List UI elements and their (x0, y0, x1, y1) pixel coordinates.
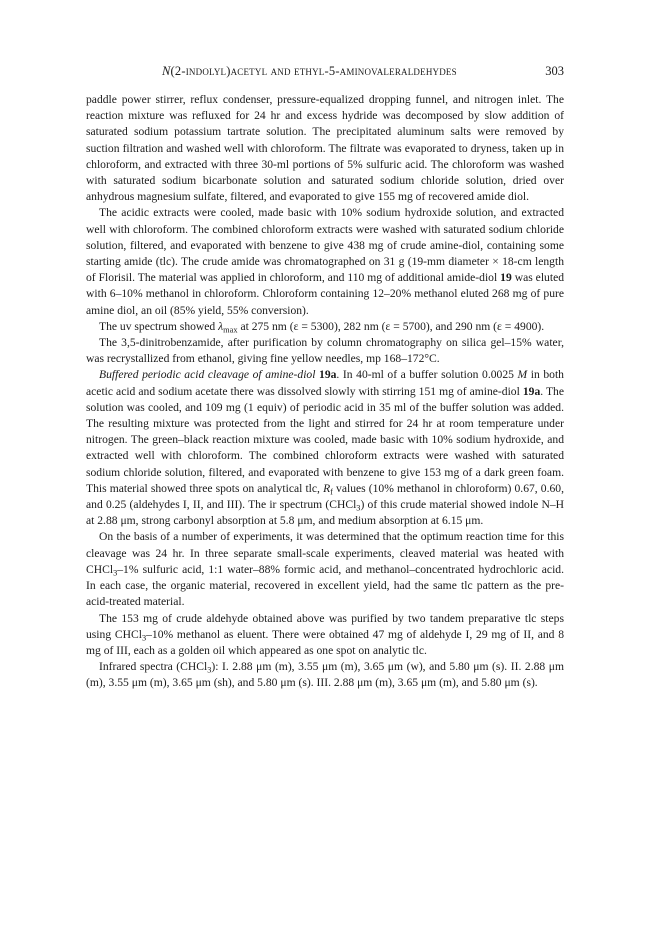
paragraph-7 (86, 611, 564, 660)
chcl3-subscript: 3 (141, 633, 147, 643)
section-heading-italic: Buffered periodic acid cleavage of amine-diol (99, 368, 320, 382)
paragraph-3 (86, 319, 564, 335)
page-number: 303 (545, 64, 564, 78)
paragraph-2-text-a: The acidic extracts were cooled, made basic with 10% sodium hydroxide solution, and extracted well with chloroform. The combined chloroform extracts were washed with saturated sodium chloride solution, filtered, and evaporated with benzene to give 438 mg of crude amine-diol, containing some starting amide (tlc). The crude amide was chromatographed on 31 g (19-mm diameter × 18-cm length of Florisil. The material was applied in chloroform, and 110 mg of additional amide-diol (86, 206, 564, 285)
paragraph-8-text-b: ): I. 2.88 μm (m), 3.55 μm (m), 3.65 μm (w), and 5.80 μm (s). II. 2.88 μm (m), 3.55 μm (m), 3.65 μm (sh), and 5.80 μm (s). III. 2.88 μm (m), 3.65 μm (m), and 5.80 μm (s). (86, 660, 564, 690)
paragraph-5-text-d: values (10% methanol in chloroform) 0.67, 0.60, and 0.25 (aldehydes I, II, and III). The ir spectrum (CHCl (86, 481, 564, 512)
paragraph-6-text-a: On the basis of a number of experiments, it was determined that the optimum reaction time for this cleavage was 24 hr. In three separate small-scale experiments, cleaved material was heated with CHCl (86, 530, 564, 576)
paragraph-7-text-b: –10% methanol as eluent. There were obtained 47 mg of aldehyde I, 29 mg of II, and 8 mg of III, each as a golden oil which appeared as one spot on analytic tlc. (86, 627, 564, 657)
paragraph-5-text-c: . The solution was cooled, and 109 mg (1 equiv) of periodic acid in 35 ml of the buffer solution was added. The resulting mixture was protected from the light and stirred for 24 hr at room temperature under nitrogen. The green–black reaction mixture was cooled, made basic with 10% sodium hydroxide, and extracted well with chloroform. The combined chloroform extracts were washed with saturated sodium chloride solution, filtered, and evaporated with benzene to give 153 mg of a dark green foam. This material showed three spots on analytical tlc, (86, 384, 564, 495)
paragraph-8-text-a: Infrared spectra (CHCl (99, 660, 208, 674)
rf-symbol: R (323, 481, 331, 495)
paragraph-4: The 3,5-dinitrobenzamide, after purification by column chromatography on silica gel–15% water, was recrystallized from ethanol, giving fine yellow needles, mp 168–172°C. (86, 336, 564, 366)
lambda-symbol: λ (218, 319, 224, 333)
running-title-prefix: N (162, 64, 171, 78)
paragraph-6-text-b: –1% sulfuric acid, 1:1 water–88% formic acid, and methanol–concentrated hydrochloric acid. In each case, the organic material, recovered in excellent yield, had the same tlc pattern as the pre-acid-treated material. (86, 562, 564, 609)
compound-19: 19 (500, 271, 512, 285)
paragraph-5-text-a: . In 40-ml of a buffer solution 0.0025 (336, 368, 518, 382)
paragraph-3-text-a: The uv spectrum showed (99, 319, 219, 333)
paragraph-5 (86, 367, 564, 529)
rf-subscript: f (330, 487, 333, 497)
running-header (86, 64, 564, 84)
paragraph-3-text-b: at 275 nm (ε = 5300), 282 nm (ε = 5700), and 290 nm (ε = 4900). (237, 319, 545, 333)
paragraph-7-text-a: The 153 mg of crude aldehyde obtained above was purified by two tandem preparative tlc steps using CHCl (86, 611, 564, 641)
paragraph-6 (86, 529, 564, 610)
compound-19a-heading: 19a (319, 368, 337, 382)
molar-unit: M (517, 368, 528, 382)
paragraph-5-text-b: in both acetic acid and sodium acetate there was dissolved slowly with stirring 151 mg of amine-diol (86, 368, 564, 398)
paragraph-2-text-c: was eluted with 6–10% methanol in chloroform. Chloroform containing 12–20% methanol eluted 268 mg of pure amine diol, an oil (85% yield, 55% conversion). (86, 271, 565, 317)
paragraph-5-text-e: ) of this crude material showed indole N–H at 2.88 μm, strong carbonyl absorption at 5.8 μm, and medium absorption at 6.15 μm. (86, 498, 564, 528)
article-body (86, 92, 564, 692)
lambda-subscript: max (223, 325, 238, 335)
paragraph-8 (86, 659, 564, 691)
running-title (162, 64, 457, 79)
chcl3-subscript: 3 (207, 665, 212, 675)
chcl3-subscript: 3 (356, 503, 361, 513)
running-title-rest: (2-indolyl)acetyl and ethyl-5-aminovaleraldehydes (170, 64, 457, 78)
compound-19a: 19a (522, 384, 541, 398)
paragraph-2 (86, 205, 564, 318)
chcl3-subscript: 3 (113, 568, 118, 578)
paragraph-1: paddle power stirrer, reflux condenser, pressure-equalized dropping funnel, and nitrogen inlet. The reaction mixture was refluxed for 24 hr and excess hydride was decomposed by slow addition of saturated sodium potassium tartrate solution. The precipitated aluminum salts were removed by suction filtration and washed well with chloroform. The filtrate was evaporated to dryness, taken up in chloroform, and extracted with three 30-ml portions of 5% sulfuric acid. The chloroform was washed with saturated sodium bicarbonate solution and saturated sodium chloride solution, dried over anhydrous magnesium sulfate, filtered, and evaporated to give 155 mg of recovered amide diol. (86, 93, 564, 204)
